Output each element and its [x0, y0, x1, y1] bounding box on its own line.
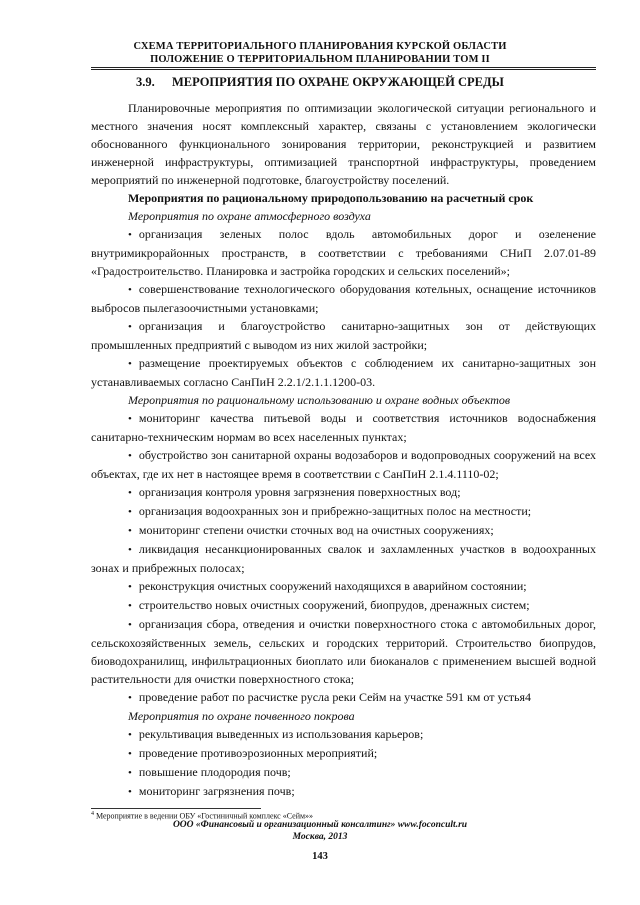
bullet-icon: •	[128, 619, 132, 631]
bullet-icon: •	[128, 786, 132, 798]
intro-paragraph: Планировочные мероприятия по оптимизации экологической ситуации регионального и местного значения носят комплексный характер, связаны с установлением экологически обоснованного функционального зонирования территории, реконструкцией и развитием инженерной инфраструктуры, оптимизацией транспортной инфраструктуры, проведением мероприятий по инженерной подготовке, благоустройству поселений.	[91, 101, 596, 187]
list-item: • повышение плодородия почв;	[128, 765, 291, 779]
header-line-1: СХЕМА ТЕРРИТОРИАЛЬНОГО ПЛАНИРОВАНИЯ КУРСКОЙ ОБЛАСТИ	[133, 41, 507, 52]
list-item: • рекультивация выведенных из использования карьеров;	[128, 727, 424, 741]
bullet-icon: •	[128, 544, 132, 556]
bullet-icon: •	[128, 506, 132, 518]
bullet-icon: •	[128, 600, 132, 612]
bullet-icon: •	[128, 487, 132, 499]
section-title	[136, 75, 504, 90]
section-number: 3.9.	[136, 75, 155, 89]
footer-city-year: Москва, 2013	[292, 832, 348, 842]
list-item: • мониторинг загрязнения почв;	[128, 784, 295, 798]
list-item: • организация сбора, отведения и очистки поверхностного стока с автомобильных дорог, сельскохозяйственных земель, сельских и городских территорий. Строительство биопрудов, биоводохранилищ, инфильтрационных биоплато или биоканалов с применением высшей водной растительности для очистки поверхностного стока;	[91, 617, 596, 686]
list-item: • проведение противоэрозионных мероприятий;	[128, 746, 378, 760]
list-item: • размещение проектируемых объектов с соблюдением их санитарно-защитных зон устанавливаемых согласно СанПиН 2.2.1/2.1.1.1200-03.	[91, 356, 596, 389]
bullet-icon: •	[128, 748, 132, 760]
list-item: • реконструкция очистных сооружений находящихся в аварийном состоянии;	[128, 579, 527, 593]
bullet-icon: •	[128, 413, 132, 425]
list-item: • совершенствование технологического оборудования котельных, оснащение источников выбросов пылегазоочистными установками;	[91, 282, 596, 315]
section-title-text: МЕРОПРИЯТИЯ ПО ОХРАНЕ ОКРУЖАЮЩЕЙ СРЕДЫ	[172, 75, 504, 89]
bullet-icon: •	[128, 729, 132, 741]
list-item: • организация контроля уровня загрязнения поверхностных вод;	[128, 485, 461, 499]
air-section-title: Мероприятия по охране атмосферного воздуха	[128, 209, 371, 223]
bullet-icon: •	[128, 581, 132, 593]
list-item: • мониторинг степени очистки сточных вод на очистных сооружениях;	[128, 523, 494, 537]
bullet-icon: •	[128, 450, 132, 462]
bullet-icon: •	[128, 767, 132, 779]
bullet-icon: •	[128, 229, 132, 241]
bullet-icon: •	[128, 358, 132, 370]
footnote-text: Мероприятие в ведении ОБУ «Гостиничный комплекс «Сейм»»	[94, 811, 314, 821]
list-item: • ликвидация несанкционированных свалок и захламленных участков в водоохранных зонах и прибрежных полосах;	[91, 542, 596, 575]
subheading: Мероприятия по рациональному природопользованию на расчетный срок	[128, 191, 534, 205]
bullet-icon: •	[128, 321, 132, 333]
list-item: • организация и благоустройство санитарно-защитных зон от действующих промышленных предприятий с выводом из них жилой застройки;	[91, 319, 596, 352]
header-line-2: ПОЛОЖЕНИЕ О ТЕРРИТОРИАЛЬНОМ ПЛАНИРОВАНИИ ТОМ II	[150, 54, 490, 65]
list-item: • проведение работ по расчистке русла реки Сейм на участке 591 км от устья4	[128, 690, 532, 704]
bullet-icon: •	[128, 284, 132, 296]
bullet-icon: •	[128, 525, 132, 537]
list-item: • организация водоохранных зон и прибрежно-защитных полос на местности;	[128, 504, 532, 518]
soil-list	[91, 725, 596, 801]
footer-company: ООО «Финансовый и организационный консалтинг» www.foconcult.ru	[172, 820, 468, 830]
header-rule-thin	[91, 69, 596, 70]
list-item: • организация зеленых полос вдоль автомобильных дорог и озеленение внутримикрорайонных пространств, в соответствии с требованиями СНиП 2.07.01-89 «Градостроительство. Планировка и застройка городских и сельских поселений»;	[91, 227, 596, 278]
list-item: • мониторинг качества питьевой воды и соответствия источников водоснабжения санитарно-техническим нормам во всех населенных пунктах;	[91, 411, 596, 444]
water-list	[91, 409, 596, 707]
main-body	[91, 99, 596, 801]
footnote-mark: 4	[91, 811, 94, 817]
list-item: • обустройство зон санитарной охраны водозаборов и водопроводных сооружений на всех объектах, где их нет в настоящее время в соответствии с СанПиН 2.1.4.1110-02;	[91, 448, 596, 481]
list-item: • строительство новых очистных сооружений, биопрудов, дренажных систем;	[128, 598, 530, 612]
water-section-title: Мероприятия по рациональному использованию и охране водных объектов	[128, 393, 511, 407]
soil-section-title: Мероприятия по охране почвенного покрова	[128, 709, 355, 723]
page-number: 143	[312, 851, 328, 862]
header-rule	[91, 67, 596, 68]
bullet-icon: •	[128, 692, 132, 704]
air-list	[91, 225, 596, 391]
footnote-rule	[91, 808, 261, 809]
